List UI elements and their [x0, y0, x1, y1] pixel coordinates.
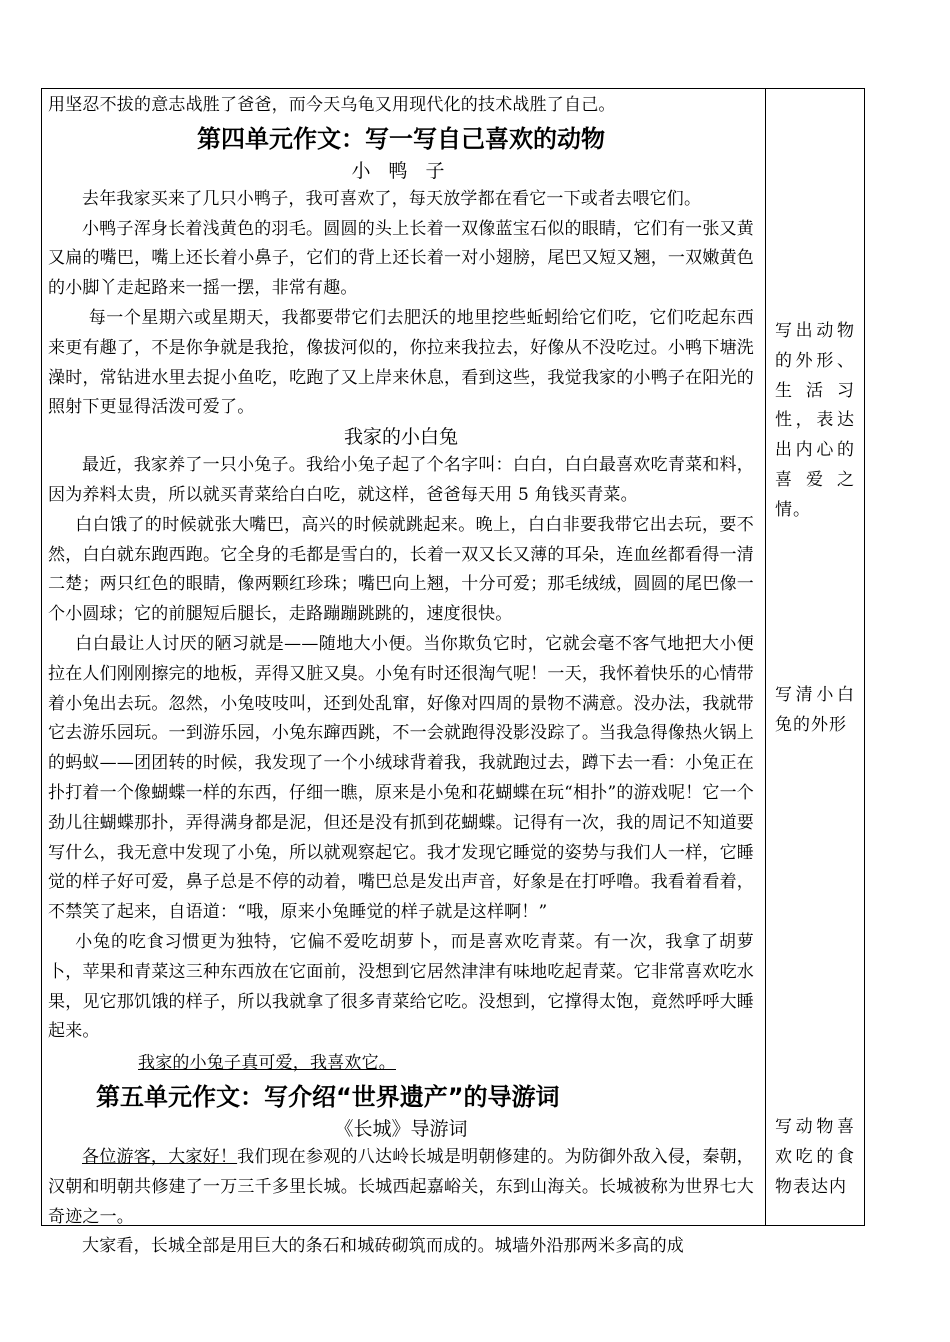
unit5-heading: 第五单元作文：写介绍“世界遗产”的导游词	[96, 1082, 560, 1111]
rabbit-paragraph-2: 白白饿了的时候就张大嘴巴，高兴的时候就跳起来。晚上，白白非要我带它出去玩，要不然，白白就东跑西跑。它全身的毛都是雪白的，长着一双又长又薄的耳朵，连血丝都看得一清二楚；两只红色的眼睛，像两颗红珍珠；嘴巴向上翘，十分可爱；那毛绒绒，圆圆的尾巴像一个小圆球；它的前腿短后腿长，走路蹦蹦跳跳的，速度很快。	[48, 514, 754, 625]
main-text-cell	[42, 89, 766, 1257]
annotation-cell	[766, 89, 865, 1226]
carryover-line: 用坚忍不拔的意志战胜了爸爸，而今天乌龟又用现代化的技术战胜了自己。	[48, 95, 616, 115]
great-wall-paragraph-1-rest: 我们现在参观的八达岭长城是明朝修建的。为防御外敌入侵，秦朝，汉朝和明朝共修建了一万三千多里长城。长城西起嘉峪关，东到山海关。长城被称为世界七大奇迹之一。	[48, 1146, 754, 1227]
rabbit-ending-line	[48, 1049, 754, 1079]
duck-paragraph-2: 小鸭子浑身长着浅黄色的羽毛。圆圆的头上长着一双像蓝宝石似的眼睛，它们有一张又黄又扁的嘴巴，嘴上还长着小鼻子，它们的背上还长着一对小翅膀，尾巴又短又翘，一双嫩黄色的小脚丫走起路来一摇一摆，非常有趣。	[48, 218, 754, 299]
document-table	[41, 88, 865, 1257]
rabbit-ending-text: 我家的小兔子真可爱，我喜欢它。	[138, 1053, 396, 1074]
rabbit-paragraph-1: 最近，我家养了一只小兔子。我给小兔子起了个名字叫：白白，白白最喜欢吃青菜和料，因为养料太贵，所以就买青菜给白白吃，就这样，爸爸每天用 5 角钱买青菜。	[48, 455, 754, 505]
annotation-note-3: 写动物喜欢吃的食物表达内	[775, 1117, 855, 1197]
greeting-text: 各位游客，大家好！	[82, 1146, 238, 1167]
great-wall-title: 《长城》导游词	[334, 1117, 468, 1140]
duck-paragraph-1: 去年我家买来了几只小鸭子，我可喜欢了，每天放学都在看它一下或者去喂它们。	[82, 188, 702, 209]
rabbit-paragraph-3: 白白最让人讨厌的陋习就是——随地大小便。当你欺负它时，它就会毫不客气地把大小便拉在人们刚刚擦完的地板，弄得又脏又臭。小兔有时还很淘气呢！一天，我怀着快乐的心情带着小兔出去玩。忽然，小兔吱吱叫，还到处乱窜，好像对四周的景物不满意。没办法，我就带它去游乐园玩。一到游乐园，小兔东蹿西跳，不一会就跑得没影没踪了。当我急得像热火锅上的蚂蚁——团团转的时候，我发现了一个小绒球背着我，我就跑过去，蹲下去一看：小兔正在扑打着一个像蝴蝶一样的东西，仔细一瞧，原来是小兔和花蝴蝶在玩“相扑”的游戏呢！它一个劲儿往蝴蝶那扑，弄得满身都是泥，但还是没有抓到花蝴蝶。记得有一次，我的周记不知道要写什么，我无意中发现了小兔，所以就观察起它。我才发现它睡觉的姿势与我们人一样，它睡觉的样子好可爱，鼻子总是不停的动着，嘴巴总是发出声音，好象是在打呼噜。我看着看着，不禁笑了起来，自语道：“哦，原来小兔睡觉的样子就是这样啊！”	[48, 633, 754, 923]
duck-paragraph-3: 每一个星期六或星期天，我都要带它们去肥沃的地里挖些蚯蚓给它们吃，它们吃起东西来更有趣了，不是你争就是我抢，像拔河似的，你拉来我拉去，好像从不没吃过。小鸭下塘洗澡时，常钻进水里去捉小鱼吃，吃跑了又上岸来休息，看到这些，我觉我家的小鸭子在阳光的照射下更显得活泼可爱了。	[48, 307, 754, 418]
annotation-note-2: 写清小白兔的外形	[775, 685, 855, 735]
duck-essay-title: 小 鸭 子	[351, 159, 451, 182]
great-wall-paragraph-2: 大家看，长城全部是用巨大的条石和城砖砌筑而成的。城墙外沿那两米多高的成	[82, 1236, 684, 1257]
rabbit-paragraph-4: 小兔的吃食习惯更为独特，它偏不爱吃胡萝卜，而是喜欢吃青菜。有一次，我拿了胡萝卜，苹果和青菜这三种东西放在它面前，没想到它居然津津有味地吃起青菜。它非常喜欢吃水果，见它那饥饿的样子，所以我就拿了很多青菜给它吃。没想到，它撑得太饱，竟然呼呼大睡起来。	[48, 931, 754, 1042]
unit4-heading: 第四单元作文：写一写自己喜欢的动物	[197, 124, 605, 153]
rabbit-essay-title: 我家的小白兔	[343, 426, 458, 449]
annotation-note-1: 写出动物的外形、生活习性，表达出内心的喜爱之情。	[775, 321, 855, 520]
great-wall-paragraph-1	[48, 1143, 754, 1232]
